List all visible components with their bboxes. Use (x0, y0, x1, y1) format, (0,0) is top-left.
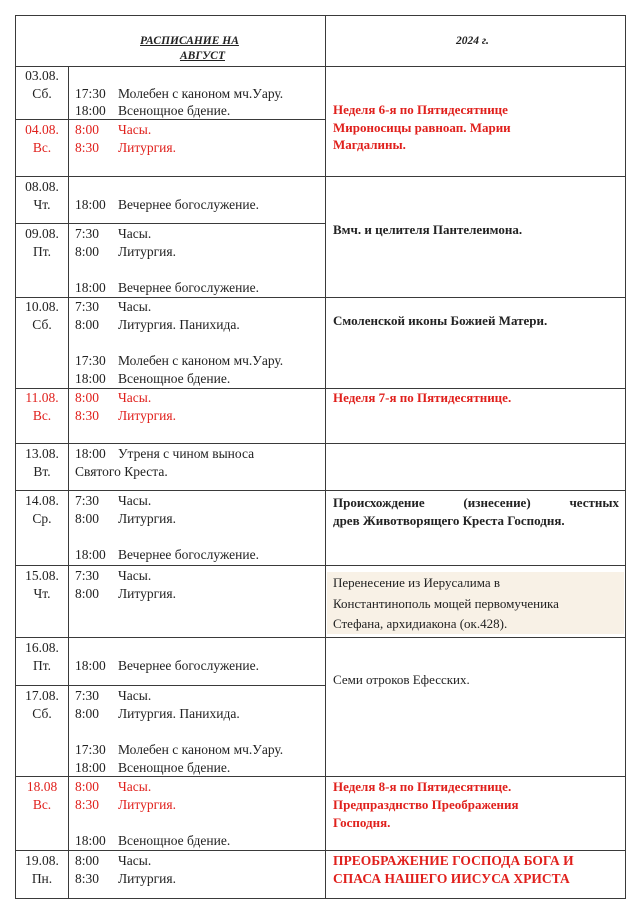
service-time: 18:00 (75, 658, 106, 673)
feast-text: Неделя 7-я по Пятидесятнице. (333, 390, 512, 405)
weekday-cell: Чт. (33, 197, 51, 212)
date-cell: 04.08. (25, 122, 59, 137)
row-divider (15, 490, 626, 491)
row-divider (15, 776, 626, 777)
date-cell: 15.08. (25, 568, 59, 583)
service-time: 7:30 (75, 299, 100, 314)
service-text: Литургия. (118, 871, 176, 886)
date-cell: 08.08. (25, 179, 59, 194)
service-time: 7:30 (75, 688, 100, 703)
service-text: Вечернее богослужение. (118, 197, 259, 212)
feast-text: Предпразднство Преображения (333, 797, 519, 812)
service-time: 18:00 (75, 547, 106, 562)
feast-text: Смоленской иконы Божией Матери. (333, 313, 548, 328)
service-time: 8:00 (75, 586, 100, 601)
feast-text: Стефана, архидиакона (ок.428). (333, 616, 508, 631)
service-text: Литургия. (118, 244, 176, 259)
date-cell: 19.08. (25, 853, 59, 868)
service-text: Литургия. (118, 797, 176, 812)
weekday-cell: Пн. (31, 871, 53, 886)
feast-text: Неделя 6-я по Пятидесятнице (333, 102, 508, 117)
service-time: 8:30 (75, 797, 100, 812)
feast-text: Магдалины. (333, 137, 406, 152)
service-time: 8:00 (75, 317, 100, 332)
service-text: Святого Креста. (75, 464, 168, 479)
service-text: Часы. (118, 226, 152, 241)
service-time: 8:00 (75, 853, 100, 868)
service-time: 7:30 (75, 226, 100, 241)
table-border-top (15, 15, 626, 16)
service-text: Часы. (118, 493, 152, 508)
date-cell: 10.08. (25, 299, 59, 314)
header-title-line2: АВГУСТ (180, 50, 225, 62)
feast-text: Перенесение из Иерусалима в (333, 575, 500, 590)
table-border-bottom (15, 898, 626, 899)
service-text: Молебен с каноном мч.Уару. (118, 742, 284, 757)
service-time: 8:30 (75, 871, 100, 886)
service-time: 7:30 (75, 568, 100, 583)
service-text: Всенощное бдение. (118, 103, 231, 118)
date-cell: 03.08. (25, 68, 59, 83)
weekday-cell: Вт. (33, 464, 51, 479)
service-text: Вечернее богослужение. (118, 547, 259, 562)
service-text: Молебен с каноном мч.Уару. (118, 353, 284, 368)
column-divider-date (68, 66, 69, 899)
service-text: Всенощное бдение. (118, 760, 231, 775)
feast-text: Семи отроков Ефесских. (333, 672, 470, 687)
service-text: Вечернее богослужение. (118, 658, 259, 673)
service-time: 8:00 (75, 122, 100, 137)
row-divider (15, 297, 626, 298)
weekday-cell: Пт. (32, 244, 51, 259)
service-text: Часы. (118, 779, 152, 794)
row-divider (15, 443, 626, 444)
weekday-cell: Ср. (32, 511, 52, 526)
row-divider (15, 565, 626, 566)
service-time: 7:30 (75, 493, 100, 508)
weekday-cell: Сб. (32, 706, 52, 721)
service-text: Литургия. (118, 408, 176, 423)
service-text: Часы. (118, 568, 152, 583)
column-divider-feast (325, 15, 326, 899)
feast-text: Неделя 8-я по Пятидесятнице. (333, 779, 512, 794)
service-time: 18:00 (75, 280, 106, 295)
service-time: 18:00 (75, 371, 106, 386)
service-text: Всенощное бдение. (118, 371, 231, 386)
row-divider (15, 176, 626, 177)
feast-text: древ Животворящего Креста Господня. (333, 513, 565, 528)
date-cell: 14.08. (25, 493, 59, 508)
feast-text: СПАСА НАШЕГО ИИСУСА ХРИСТА (333, 871, 570, 886)
weekday-cell: Сб. (32, 86, 52, 101)
weekday-cell: Вс. (32, 140, 52, 155)
service-text: Часы. (118, 390, 152, 405)
service-time: 18:00 (75, 446, 106, 461)
date-cell: 17.08. (25, 688, 59, 703)
row-divider (15, 388, 626, 389)
service-time: 8:00 (75, 390, 100, 405)
service-text: Часы. (118, 122, 152, 137)
service-time: 18:00 (75, 103, 106, 118)
row-divider (15, 685, 326, 686)
service-time: 8:30 (75, 140, 100, 155)
service-time: 8:00 (75, 779, 100, 794)
row-divider (15, 850, 626, 851)
service-time: 17:30 (75, 86, 106, 101)
service-time: 18:00 (75, 197, 106, 212)
feast-text: Вмч. и целителя Пантелеимона. (333, 222, 523, 237)
feast-text: Господня. (333, 815, 391, 830)
date-cell: 16.08. (25, 640, 59, 655)
row-divider (15, 637, 626, 638)
date-cell: 13.08. (25, 446, 59, 461)
feast-text: Константинополь мощей первомученика (333, 596, 559, 611)
service-text: Молебен с каноном мч.Уару. (118, 86, 284, 101)
feast-text: ПРЕОБРАЖЕНИЕ ГОСПОДА БОГА И (333, 853, 574, 868)
service-text: Литургия. (118, 586, 176, 601)
weekday-cell: Сб. (32, 317, 52, 332)
service-time: 18:00 (75, 760, 106, 775)
service-text: Часы. (118, 299, 152, 314)
header-year: 2024 г. (456, 35, 489, 47)
weekday-cell: Вс. (32, 408, 52, 423)
service-text: Литургия. Панихида. (118, 706, 240, 721)
weekday-cell: Вс. (32, 797, 52, 812)
service-text: Вечернее богослужение. (118, 280, 259, 295)
date-cell: 18.08 (26, 779, 58, 794)
service-time: 8:00 (75, 244, 100, 259)
row-divider (15, 66, 626, 67)
service-time: 8:30 (75, 408, 100, 423)
row-divider (15, 223, 326, 224)
header-title-line1: РАСПИСАНИЕ НА (140, 35, 239, 47)
service-text: Литургия. Панихида. (118, 317, 240, 332)
service-time: 8:00 (75, 511, 100, 526)
table-border-right (625, 15, 626, 899)
service-time: 18:00 (75, 833, 106, 848)
service-time: 17:30 (75, 353, 106, 368)
date-cell: 11.08. (25, 390, 59, 405)
service-text: Литургия. (118, 140, 176, 155)
weekday-cell: Пт. (32, 658, 51, 673)
service-time: 17:30 (75, 742, 106, 757)
feast-text: Мироносицы равноап. Марии (333, 120, 511, 135)
service-text: Литургия. (118, 511, 176, 526)
service-time: 8:00 (75, 706, 100, 721)
weekday-cell: Чт. (33, 586, 51, 601)
service-text: Утреня с чином выноса (118, 446, 255, 461)
service-text: Всенощное бдение. (118, 833, 231, 848)
feast-text: Происхождение (изнесение) честных (333, 495, 619, 510)
date-cell: 09.08. (25, 226, 59, 241)
service-text: Часы. (118, 853, 152, 868)
service-text: Часы. (118, 688, 152, 703)
